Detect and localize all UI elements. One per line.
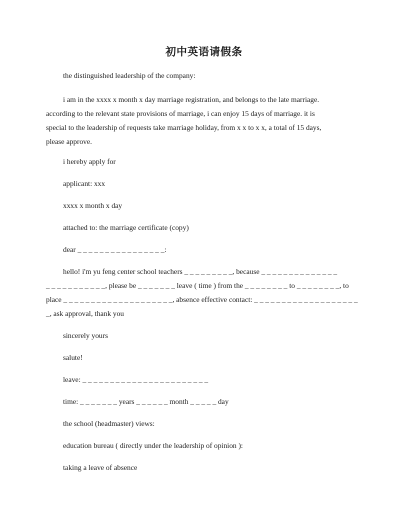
apply-line: i hereby apply for <box>63 157 116 166</box>
document-title: 初中英语请假条 <box>165 46 243 58</box>
leave-request-line: place _ _ _ _ _ _ _ _ _ _ _ _ _ _ _ _ _ _ _ _, absence effective contact: _ _ _ _ _ _ _ _ _ _ _ _ _ _ _ _ _ _ _ <box>46 295 358 304</box>
body-paragraph-line: special to the leadership of requests take marriage holiday, from x x to x x, a total of 15 days, <box>46 123 322 132</box>
salute-line: salute! <box>63 353 83 362</box>
leave-request-line: _ _ _ _ _ _ _ _ _ _ _, please be _ _ _ _ _ _ _ leave ( time ) from the _ _ _ _ _ _ _ _ to _ _ _ _ _ _ _ _, to <box>46 281 349 290</box>
date-line: xxxx x month x day <box>63 201 123 210</box>
absence-line: taking a leave of absence <box>63 463 138 472</box>
leave-request-line: hello! i'm yu feng center school teachers _ _ _ _ _ _ _ _ _, because _ _ _ _ _ _ _ _ _ _ _ _ _ _ <box>63 267 338 276</box>
body-paragraph-line: according to the relevant state provisions of marriage, i can enjoy 15 days of marriage. it is <box>46 109 315 118</box>
school-views-line: the school (headmaster) views: <box>63 419 155 428</box>
attachment-line: attached to: the marriage certificate (copy) <box>63 223 189 232</box>
bureau-opinion-line: education bureau ( directly under the leadership of opinion ): <box>63 441 243 450</box>
time-line: time: _ _ _ _ _ _ _ years _ _ _ _ _ _ month _ _ _ _ _ day <box>63 397 229 406</box>
dear-line: dear _ _ _ _ _ _ _ _ _ _ _ _ _ _ _ _: <box>63 245 167 254</box>
salutation-line: the distinguished leadership of the company: <box>63 71 196 80</box>
leave-signature-line: leave: _ _ _ _ _ _ _ _ _ _ _ _ _ _ _ _ _ _ _ _ _ _ _ <box>63 375 209 384</box>
closing-line: sincerely yours <box>63 331 108 340</box>
body-paragraph-line: i am in the xxxx x month x day marriage registration, and belongs to the late marriage. <box>63 95 320 104</box>
leave-request-line: _, ask approval, thank you <box>46 309 124 318</box>
body-paragraph-line: please approve. <box>46 137 92 146</box>
applicant-line: applicant: xxx <box>63 179 106 188</box>
